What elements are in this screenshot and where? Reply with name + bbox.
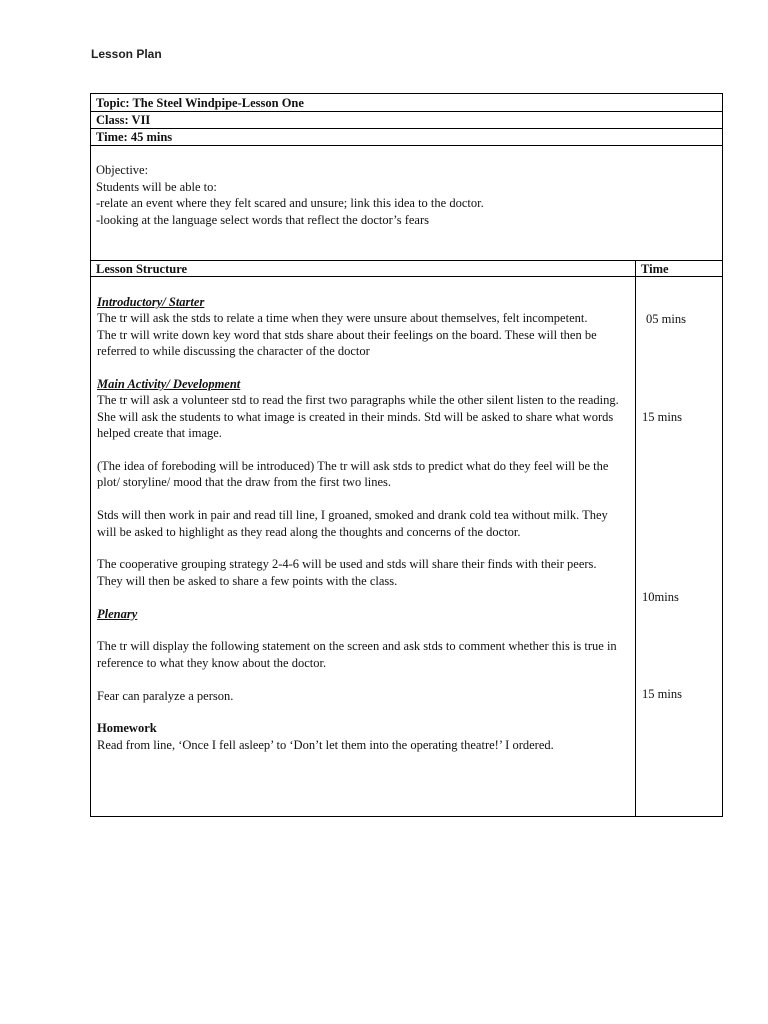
- topic-row: Topic: The Steel Windpipe-Lesson One: [91, 94, 722, 112]
- main-activity-paragraph: They will then be asked to share a few points with the class.: [97, 573, 398, 588]
- homework-title: Homework: [97, 721, 157, 736]
- column-divider: [635, 261, 636, 816]
- time-cooperative: 10mins: [642, 590, 679, 604]
- main-activity-title: Main Activity/ Development: [97, 377, 241, 392]
- plenary-title: Plenary: [97, 606, 138, 621]
- time-main-activity: 15 mins: [642, 410, 682, 424]
- objective-intro: Students will be able to:: [96, 179, 217, 194]
- structure-header-row: [91, 261, 722, 277]
- lesson-plan-table: [90, 93, 723, 817]
- plenary-paragraph: The tr will display the following statement on the screen and ask stds to comment whether this is true in reference to what they know about the doctor.: [97, 639, 617, 670]
- homework-paragraph: Read from line, ‘Once I fell asleep’ to ‘Don’t let them into the operating theatre!’ I ordered.: [97, 737, 554, 752]
- starter-paragraph: The tr will write down key word that stds share about their feelings on the board. These will then be referred to while discussing the character of the doctor: [97, 327, 597, 359]
- objective-item: -relate an event where they felt scared and unsure; link this idea to the doctor.: [96, 196, 484, 210]
- time-plenary: 15 mins: [642, 687, 682, 701]
- objective-item: -looking at the language select words that reflect the doctor’s fears: [96, 212, 429, 227]
- time-header: Time: [641, 262, 669, 276]
- plenary-statement: Fear can paralyze a person.: [97, 688, 234, 703]
- lesson-structure-header: Lesson Structure: [96, 262, 188, 276]
- main-activity-paragraph: Stds will then work in pair and read till line, I groaned, smoked and drank cold tea without milk. They will be asked to highlight as they read along the thoughts and concerns of the doctor.: [97, 508, 608, 539]
- class-row: Class: VII: [91, 112, 722, 129]
- starter-paragraph: The tr will ask the stds to relate a time when they were unsure about themselves, felt incompetent.: [97, 311, 588, 326]
- objective-label: Objective:: [96, 163, 149, 177]
- page-header: Lesson Plan: [91, 47, 162, 61]
- main-activity-paragraph: The cooperative grouping strategy 2-4-6 will be used and stds will share their finds with their peers.: [97, 557, 597, 572]
- time-starter: 05 mins: [646, 312, 686, 326]
- objective-section: [91, 146, 722, 261]
- main-activity-paragraph: (The idea of foreboding will be introduced) The tr will ask stds to predict what do they feel will be the plot/ storyline/ mood that the draw from the first two lines.: [97, 459, 609, 490]
- main-activity-paragraph: The tr will ask a volunteer std to read the first two paragraphs while the other silent listen to the reading. She will ask the students to what image is created in their minds. Std will be asked to share what words helped create that image.: [97, 393, 619, 441]
- starter-title: Introductory/ Starter: [97, 295, 205, 309]
- time-row: Time: 45 mins: [91, 129, 722, 146]
- lesson-structure-content: [97, 294, 629, 753]
